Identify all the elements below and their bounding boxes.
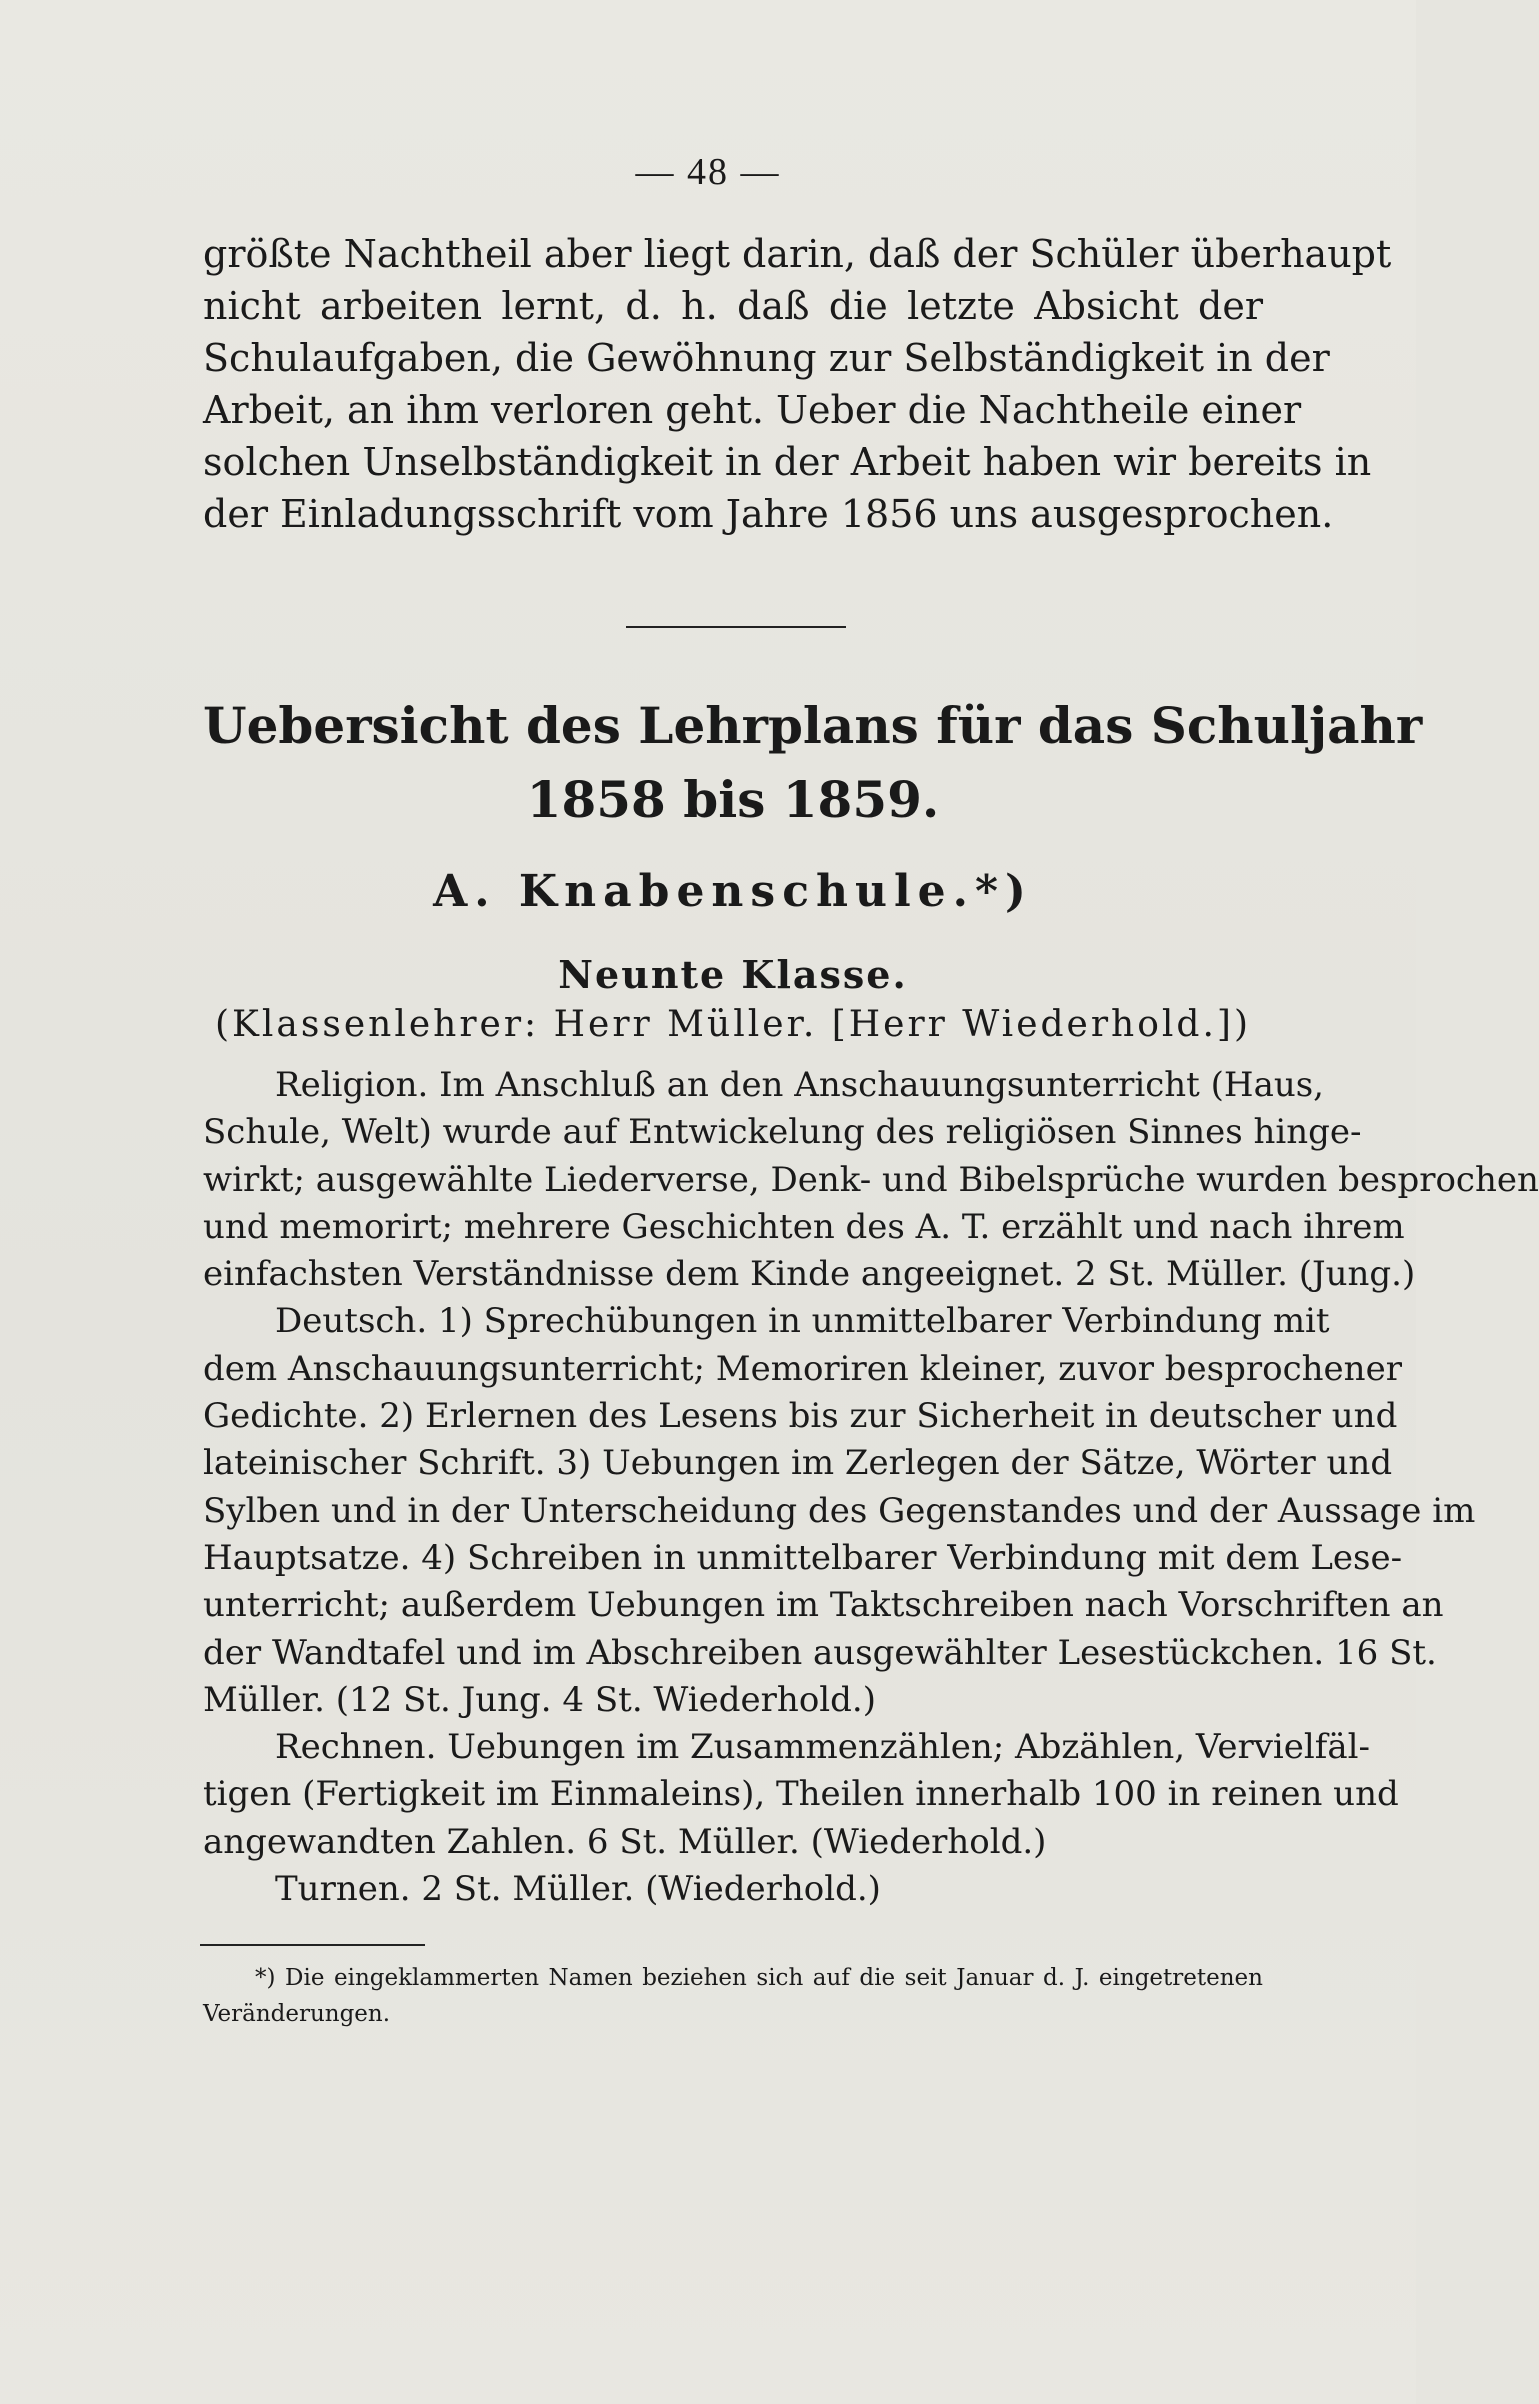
footnote <box>203 1960 1263 2032</box>
body-line: Religion. Im Anschluß an den Anschauungsunterricht (Haus, <box>275 1065 1324 1105</box>
body-line: einfachsten Verständnisse dem Kinde angeeignet. 2 St. Müller. (Jung.) <box>203 1254 1416 1295</box>
curriculum-title: Uebersicht des Lehrplans für das Schuljahr <box>203 696 1423 755</box>
body-line: lateinischer Schrift. 3) Uebungen im Zerlegen der Sätze, Wörter und <box>203 1443 1393 1484</box>
intro-line: nicht arbeiten lernt, d. h. daß die letzte Absicht der <box>203 284 1263 328</box>
intro-line: größte Nachtheil aber liegt darin, daß der Schüler überhaupt <box>203 232 1392 276</box>
body-line: Schule, Welt) wurde auf Entwickelung des religiösen Sinnes hinge- <box>203 1112 1362 1153</box>
intro-line: Schulaufgaben, die Gewöhnung zur Selbständigkeit in der <box>203 336 1330 380</box>
body-line: Hauptsatze. 4) Schreiben in unmittelbarer Verbindung mit dem Lese- <box>203 1537 1403 1578</box>
footnote-line: *) Die eingeklammerten Namen beziehen sich auf die seit Januar d. J. eingetretenen <box>255 1965 1263 1991</box>
body-line: tigen (Fertigkeit im Einmaleins), Theilen innerhalb 100 in reinen und <box>203 1774 1399 1815</box>
body-line: wirkt; ausgewählte Liederverse, Denk- und Bibelsprüche wurden besprochen <box>203 1159 1539 1200</box>
body-line: Deutsch. 1) Sprechübungen in unmittelbarer Verbindung mit <box>275 1301 1330 1342</box>
class-title: Neunte Klasse. <box>558 952 908 997</box>
section-divider <box>626 626 846 628</box>
intro-line-last: der Einladungsschrift vom Jahre 1856 uns ausgesprochen. <box>203 492 1334 536</box>
body-line: Turnen. 2 St. Müller. (Wiederhold.) <box>275 1869 881 1910</box>
body-line: der Wandtafel und im Abschreiben ausgewählter Lesestückchen. 16 St. <box>203 1632 1437 1673</box>
body-line: angewandten Zahlen. 6 St. Müller. (Wiederhold.) <box>203 1821 1047 1862</box>
curriculum-body <box>203 1062 1539 1913</box>
page-number: — 48 — <box>635 151 781 193</box>
footnote-line: Veränderungen. <box>203 2001 391 2027</box>
body-line: Gedichte. 2) Erlernen des Lesens bis zur Sicherheit in deutscher und <box>203 1396 1398 1437</box>
class-teacher: (Klassenlehrer: Herr Müller. [Herr Wiederhold.]) <box>214 1004 1252 1045</box>
body-line: Rechnen. Uebungen im Zusammenzählen; Abzählen, Vervielfäl- <box>275 1727 1371 1768</box>
footnote-rule <box>200 1944 425 1946</box>
body-line: Müller. (12 St. Jung. 4 St. Wiederhold.) <box>203 1679 876 1720</box>
intro-line: solchen Unselbständigkeit in der Arbeit haben wir bereits in <box>203 440 1372 484</box>
body-line: dem Anschauungsunterricht; Memoriren kleiner, zuvor besprochener <box>203 1348 1402 1389</box>
intro-paragraph <box>203 228 1392 540</box>
body-line: unterricht; außerdem Uebungen im Taktschreiben nach Vorschriften an <box>203 1585 1444 1626</box>
section-title: A. Knabenschule.*) <box>433 866 1033 917</box>
body-line: Sylben und in der Unterscheidung des Gegenstandes und der Aussage im <box>203 1490 1476 1531</box>
school-year: 1858 bis 1859. <box>526 770 940 829</box>
intro-line: Arbeit, an ihm verloren geht. Ueber die Nachtheile einer <box>203 388 1302 432</box>
body-line: und memorirt; mehrere Geschichten des A. T. erzählt und nach ihrem <box>203 1206 1405 1247</box>
